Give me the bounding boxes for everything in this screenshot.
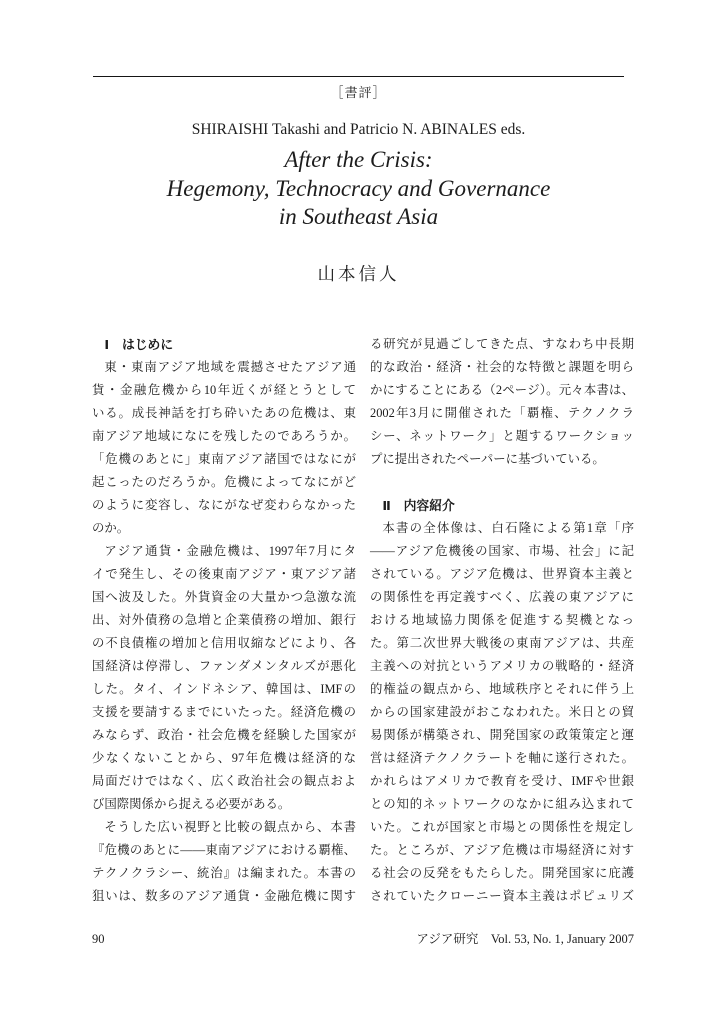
- body-text-line: 少なくないことから、97年危機は経済的な: [92, 751, 356, 765]
- body-text-line: アジア通貨・金融危機は、1997年7月にタ: [104, 544, 356, 558]
- body-text-line: 2002年3月に開催された「覇権、テクノクラ: [370, 406, 634, 420]
- body-text-line: 『危機のあとに——東南アジアにおける覇権、: [92, 843, 356, 857]
- body-text-line: た。第二次世界大戦後の東南アジアは、共産: [370, 636, 634, 650]
- body-text-line: かにすることにある（2ページ）。元々本書は、: [370, 383, 634, 397]
- right-column: [370, 333, 634, 908]
- page-number: 90: [92, 932, 105, 946]
- body-text-line: されている。アジア危機は、世界資本主義と: [370, 567, 634, 581]
- body-text-line: 的権益の観点から、地域秩序とそれに伴う上: [370, 682, 634, 696]
- review-label: ［書評］: [330, 85, 387, 100]
- body-text-line: からの国家建設がおこなわれた。米日との貿: [370, 705, 634, 719]
- book-editors: SHIRAISHI Takashi and Patricio N. ABINALES eds.: [191, 121, 526, 138]
- page-footer: [92, 929, 634, 947]
- body-text-line: 狙いは、数多のアジア通貨・金融危機に関す: [92, 889, 356, 903]
- body-columns: [92, 333, 634, 908]
- body-text-line: との知的ネットワークのなかに組み込まれて: [370, 797, 634, 811]
- body-text-line: の不良債権の増加と信用収縮などにより、各: [92, 636, 356, 650]
- body-text-line: 的な政治・経済・社会的な特徴と課題を明ら: [370, 360, 634, 374]
- body-text-line: テクノクラシー、統治』は編まれた。本書の: [92, 866, 356, 880]
- section-heading: Ⅰ はじめに: [104, 337, 174, 352]
- header-rule: [93, 76, 624, 77]
- body-text-line: 東・東南アジア地域を震撼させたアジア通: [104, 360, 356, 374]
- left-column: [92, 333, 356, 908]
- body-text-line: 起こったのだろうか。危機によってなにがど: [92, 475, 356, 489]
- body-text-line: シー、ネットワーク」と題するワークショッ: [370, 429, 634, 443]
- book-title: [0, 146, 717, 232]
- body-text-line: 貨・金融危機から10年近くが経とうとして: [92, 383, 356, 397]
- body-text-line: る研究が見過ごしてきた点、すなわち中長期: [370, 337, 634, 351]
- body-text-line: 国経済は停滞し、ファンダメンタルズが悪化: [92, 659, 356, 673]
- book-title-line-1: After the Crisis:: [284, 147, 433, 172]
- body-text-line: 易関係が構築され、開発国家の政策策定と運: [370, 728, 634, 742]
- column-spacer: [370, 471, 634, 494]
- body-text-line: いた。これが国家と市場との関係性を規定し: [370, 820, 634, 834]
- book-title-line-2: Hegemony, Technocracy and Governance: [166, 175, 551, 201]
- body-text-line: ——アジア危機後の国家、市場、社会」に記: [370, 544, 634, 558]
- body-text-line: 主義への対抗というアメリカの戦略的・経済: [370, 659, 634, 673]
- reviewer-name: 山本信人: [317, 264, 400, 284]
- journal-info: アジア研究 Vol. 53, No. 1, January 2007: [416, 932, 634, 946]
- body-text-line: 南アジア地域になにを残したのであろうか。: [92, 429, 356, 443]
- body-text-line: る社会の反発をもたらした。開発国家に庇護: [370, 866, 634, 880]
- body-text-line: のように変容し、なにがなぜ変わらなかった: [92, 498, 356, 512]
- body-text-line: かれらはアメリカで教育を受け、IMFや世銀: [370, 774, 634, 788]
- body-text-line: 局面だけではなく、広く政治社会の観点およ: [92, 774, 356, 788]
- body-text-line: の関係性を再定義すべく、広義の東アジアに: [370, 590, 634, 604]
- body-text-line: いる。成長神話を打ち砕いたあの危機は、東: [92, 406, 356, 420]
- body-text-line: イで発生し、その後東南アジア・東アジア諸: [92, 567, 356, 581]
- body-text-line: 営は経済テクノクラートを軸に遂行された。: [370, 751, 634, 765]
- body-text-line: した。タイ、インドネシア、韓国は、IMFの: [92, 682, 356, 696]
- book-title-line-3: in Southeast Asia: [278, 204, 439, 229]
- section-heading: Ⅱ 内容紹介: [382, 498, 455, 513]
- body-text-line: プに提出されたペーパーに基づいている。: [370, 452, 605, 466]
- body-text-line: び国際関係から捉える必要がある。: [92, 797, 291, 811]
- body-text-line: 出、対外債務の急増と企業債務の増加、銀行: [92, 613, 356, 627]
- body-text-line: おける地域協力関係を促進する契機となっ: [370, 613, 634, 627]
- body-text-line: 「危機のあとに」東南アジア諸国ではなにが: [92, 452, 356, 466]
- body-text-line: のか。: [92, 521, 130, 535]
- body-text-line: 支援を要請するまでにいたった。経済危機の: [92, 705, 356, 719]
- body-text-line: 本書の全体像は、白石隆による第1章「序: [382, 521, 634, 535]
- body-text-line: た。ところが、アジア危機は市場経済に対す: [370, 843, 634, 857]
- body-text-line: そうした広い視野と比較の観点から、本書: [104, 820, 356, 834]
- body-text-line: 国へ波及した。外貨資金の大量かつ急激な流: [92, 590, 356, 604]
- body-text-line: みならず、政治・社会危機を経験した国家が: [92, 728, 356, 742]
- body-text-line: されていたクローニー資本主義はポピュリズ: [370, 889, 634, 903]
